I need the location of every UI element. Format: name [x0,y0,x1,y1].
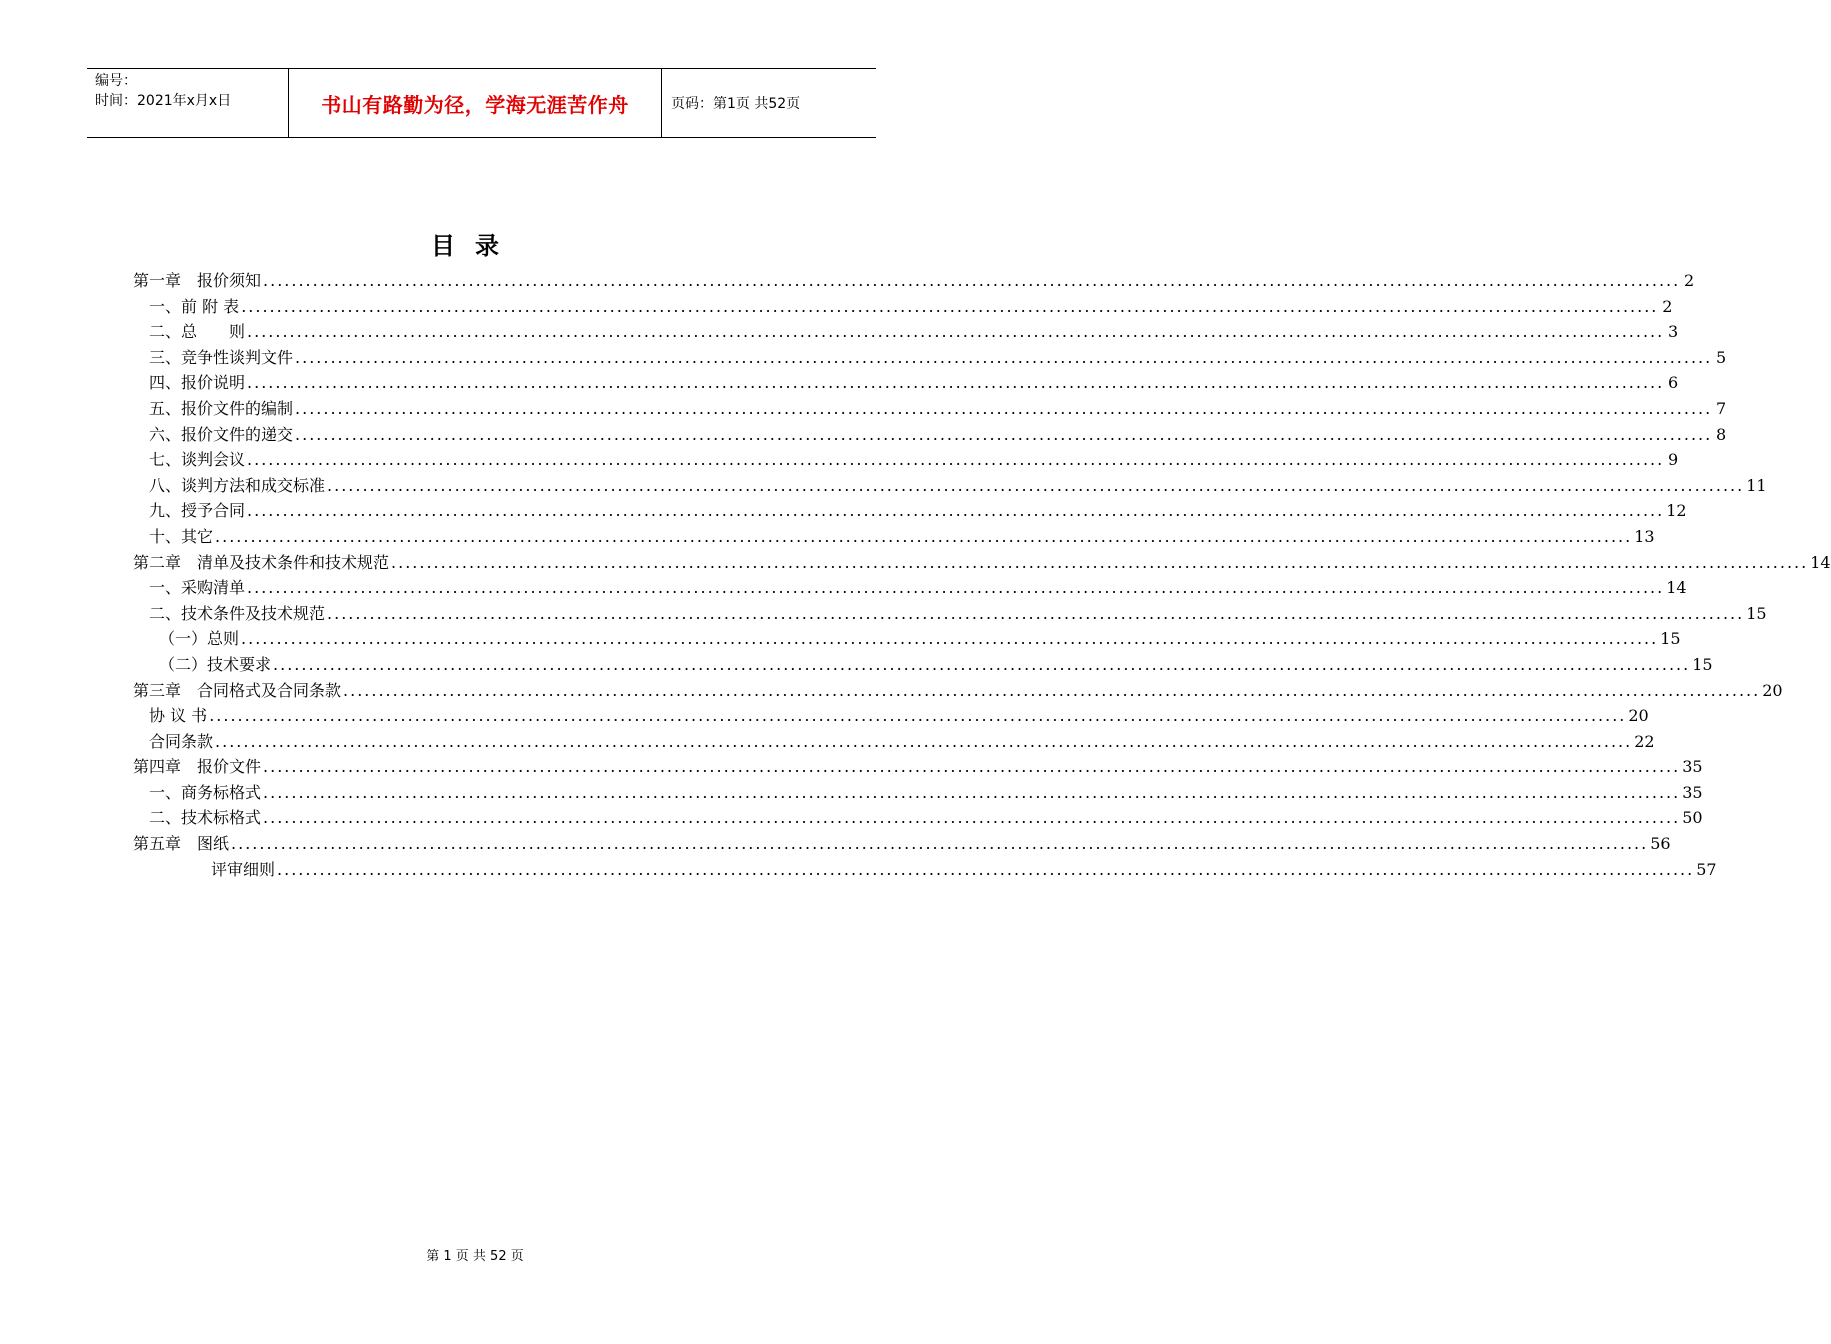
toc-entry-label: 八、谈判方法和成交标准 [149,475,326,495]
toc-entry[interactable] [133,575,1687,601]
toc-entry-label: （二）技术要求 [159,654,272,674]
toc-entry-label: 二、总 则 [149,322,246,342]
toc-entry[interactable] [133,524,1655,550]
toc-entry-label: 一、商务标格式 [149,782,262,802]
toc-dot-leader: ........................................................................................................................................................................................................ [247,501,1665,521]
toc-entry-page: 9 [1668,450,1679,470]
toc-entry-label: 九、授予合同 [149,501,246,521]
toc-entry-page: 11 [1746,475,1767,495]
toc-entry-label: 四、报价说明 [149,373,246,393]
toc-entry[interactable] [133,550,1831,576]
toc-entry-label: 第一章 报价须知 [133,271,262,290]
toc-dot-leader: ........................................................................................................................................................................................................ [241,629,1659,649]
toc-entry-page: 6 [1668,373,1679,393]
toc-entry-page: 14 [1810,552,1831,572]
toc-entry[interactable] [133,857,1717,883]
toc-entry[interactable] [133,345,1727,371]
toc-entry[interactable] [133,498,1687,524]
toc-entry-page: 2 [1662,296,1673,316]
page-header [87,68,876,138]
toc-entry[interactable] [133,268,1695,294]
toc-entry[interactable] [133,473,1767,499]
toc-entry[interactable] [133,729,1655,755]
toc-entry-label: 二、技术标格式 [149,808,262,828]
toc-entry-page: 20 [1628,706,1649,726]
document-number-label: 编号： [95,73,137,89]
toc-entry-label: （一）总则 [159,629,240,649]
toc-entry-page: 14 [1666,578,1687,598]
toc-dot-leader: ........................................................................................................................................................................................................ [247,578,1665,598]
header-slogan: 书山有路勤为径，学海无涯苦作舟 [321,92,629,117]
toc-dot-leader: ........................................................................................................................................................................................................ [241,296,1659,316]
toc-entry[interactable] [133,703,1649,729]
toc-entry-page: 15 [1746,603,1767,623]
toc-dot-leader: ........................................................................................................................................................................................................ [391,552,1809,572]
toc-entry-label: 一、采购清单 [149,578,246,598]
toc-dot-leader: ........................................................................................................................................................................................................ [215,526,1633,546]
toc-entry[interactable] [133,447,1679,473]
toc-entry-page: 35 [1682,757,1703,777]
toc-entry[interactable] [133,831,1671,857]
toc-entry-label: 六、报价文件的递交 [149,424,294,444]
toc-entry-page: 50 [1682,808,1703,828]
toc-entry-page: 12 [1666,501,1687,521]
toc-dot-leader: ........................................................................................................................................................................................................ [295,347,1713,367]
toc-dot-leader: ........................................................................................................................................................................................................ [343,680,1761,700]
toc-entry-page: 15 [1660,629,1681,649]
toc-entry-page: 3 [1668,322,1679,342]
toc-entry-page: 22 [1634,731,1655,751]
toc-dot-leader: ........................................................................................................................................................................................................ [327,603,1745,623]
toc-entry-page: 5 [1716,347,1727,367]
toc-entry-label: 第五章 图纸 [133,834,230,854]
toc-entry-page: 7 [1716,398,1727,418]
toc-entry[interactable] [133,652,1713,678]
header-page-label: 页码：第1页 共52页 [671,96,801,112]
header-info-cell [87,69,288,137]
toc-entry-label: 二、技术条件及技术规范 [149,603,326,623]
document-time-label: 时间：2021年x月x日 [95,93,232,109]
toc-dot-leader: ........................................................................................................................................................................................................ [215,731,1633,751]
toc-entry[interactable] [133,754,1703,780]
toc-dot-leader: ........................................................................................................................................................................................................ [295,398,1713,418]
toc-entry[interactable] [133,805,1703,831]
toc-entry-label: 协 议 书 [149,706,208,726]
toc-entry[interactable] [133,626,1681,652]
toc-entry-label: 合同条款 [149,731,214,751]
toc-dot-leader: ........................................................................................................................................................................................................ [247,450,1665,470]
toc-entry[interactable] [133,319,1679,345]
header-slogan-cell [288,69,662,137]
toc-entry[interactable] [133,396,1727,422]
toc-entry-page: 57 [1696,859,1717,879]
toc-entry-label: 五、报价文件的编制 [149,398,294,418]
toc-entry-page: 15 [1692,654,1713,674]
toc-entry-label: 评审细则 [211,859,276,879]
page-footer: 第 1 页 共 52 页 [426,1249,524,1264]
toc-dot-leader: ........................................................................................................................................................................................................ [273,654,1691,674]
toc-entry-page: 13 [1634,526,1655,546]
toc-entry-page: 8 [1716,424,1727,444]
table-of-contents [133,268,1831,882]
toc-dot-leader: ........................................................................................................................................................................................................ [231,834,1649,854]
toc-entry-label: 十、其它 [149,526,214,546]
toc-dot-leader: ........................................................................................................................................................................................................ [263,808,1681,828]
toc-dot-leader: ........................................................................................................................................................................................................ [209,706,1627,726]
toc-dot-leader: ........................................................................................................................................................................................................ [295,424,1713,444]
header-page-cell [662,69,876,137]
toc-entry[interactable] [133,422,1727,448]
toc-dot-leader: ........................................................................................................................................................................................................ [327,475,1745,495]
toc-entry-page: 20 [1762,680,1783,700]
toc-entry-label: 七、谈判会议 [149,450,246,470]
toc-entry[interactable] [133,370,1679,396]
toc-entry-label: 一、前 附 表 [149,296,240,316]
toc-dot-leader: ........................................................................................................................................................................................................ [263,271,1681,290]
toc-entry[interactable] [133,678,1783,704]
toc-entry-page: 35 [1682,782,1703,802]
toc-dot-leader: ........................................................................................................................................................................................................ [263,782,1681,802]
toc-entry-label: 第四章 报价文件 [133,757,262,777]
toc-entry-page: 56 [1650,834,1671,854]
toc-entry[interactable] [133,780,1703,806]
toc-entry[interactable] [133,294,1673,320]
toc-entry[interactable] [133,601,1767,627]
toc-dot-leader: ........................................................................................................................................................................................................ [247,373,1665,393]
toc-dot-leader: ........................................................................................................................................................................................................ [277,859,1695,879]
toc-entry-label: 第二章 清单及技术条件和技术规范 [133,552,390,572]
toc-dot-leader: ........................................................................................................................................................................................................ [263,757,1681,777]
toc-entry-label: 三、竞争性谈判文件 [149,347,294,367]
toc-title: 目录 [431,232,519,260]
toc-dot-leader: ........................................................................................................................................................................................................ [247,322,1665,342]
toc-entry-page: 2 [1684,271,1695,290]
toc-entry-label: 第三章 合同格式及合同条款 [133,680,342,700]
